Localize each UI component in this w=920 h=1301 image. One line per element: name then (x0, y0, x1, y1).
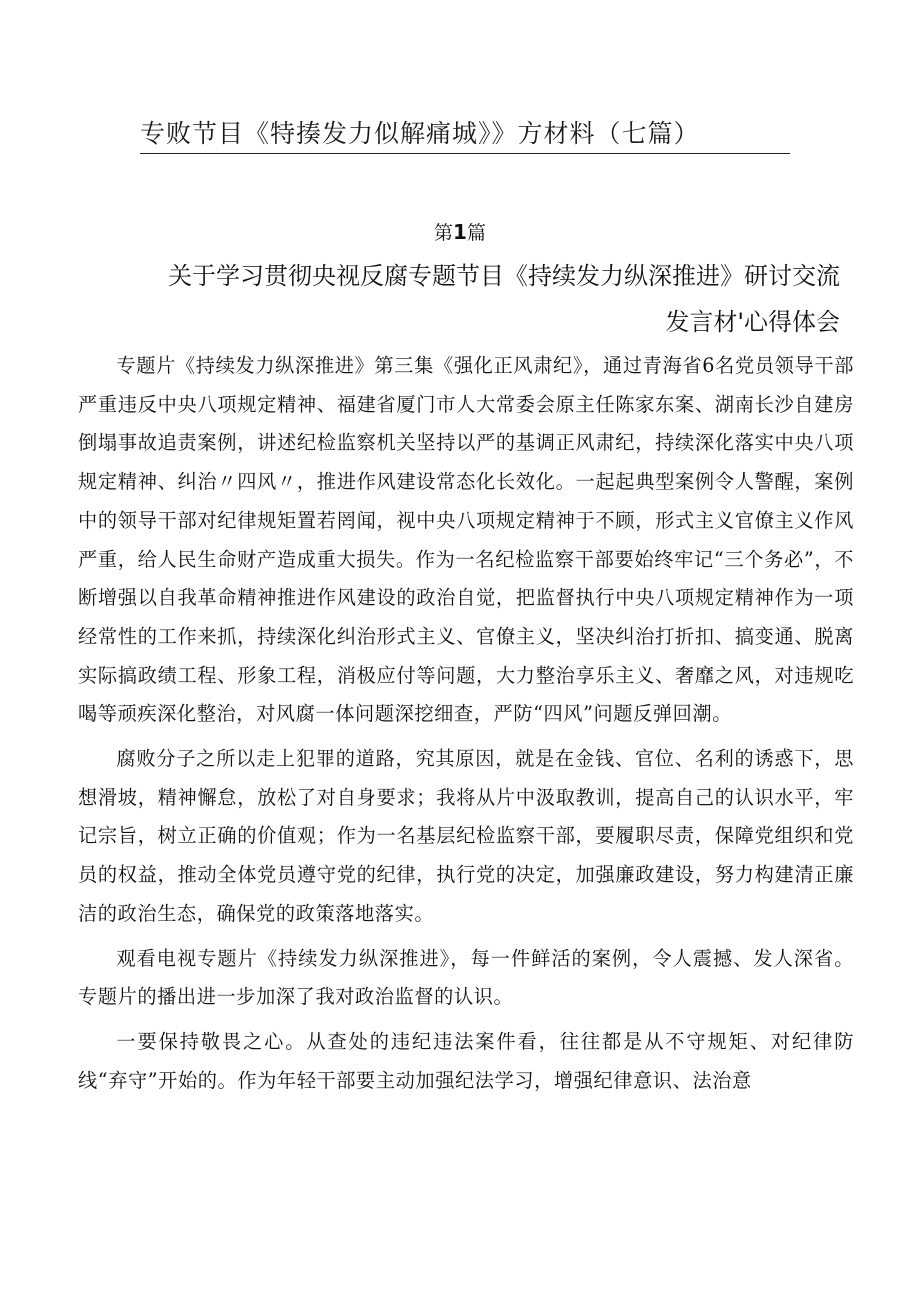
chapter-number: 1 (453, 220, 467, 244)
title-underline (140, 153, 790, 154)
paragraph-2: 腐败分子之所以走上犯罪的道路，究其原因，就是在金钱、官位、名利的诱惑下，思想滑坡，精神懈怠，放松了对自身要求；我将从片中汲取教训，提高自己的认识水平，牢记宗旨，树立正确的价值观；作为一名基层纪检监察干部，要履职尽责，保障党组织和党员的权益，推动全体党员遵守党的纪律，执行党的决定，加强廉政建设，努力构建清正廉洁的政治生态，确保党的政策落地落实。 (78, 747, 854, 925)
chapter-prefix: 第 (434, 222, 454, 244)
section-heading-line-2: 发言材'心得体会 (665, 308, 840, 336)
chapter-label (0, 218, 920, 247)
paragraph-4: 一要保持敬畏之心。从查处的违纪违法案件看，往往都是从不守规矩、对纪律防线“弃守”开始的。作为年轻干部要主动加强纪法学习，增强纪律意识、法治意 (78, 1029, 854, 1092)
document-title: 专败节目《特揍发力似解痛城》》方材料（七篇） (140, 119, 700, 148)
body-text (78, 347, 854, 1100)
chapter-suffix: 篇 (466, 222, 486, 244)
paragraph-1: 专题片《持续发力纵深推进》第三集《强化正风肃纪》，通过青海省6名党员领导干部严重违反中央八项规定精神、福建省厦门市人大常委会原主任陈家东案、湖南长沙自建房倒塌事故追责案例，讲述纪检监察机关坚持以严的基调正风肃纪，持续深化落实中央八项规定精神、纠治〃四风〃，推进作风建设常态化长效化。一起起典型案例令人警醒，案例中的领导干部对纪律规矩置若罔闻，视中央八项规定精神于不顾，形式主义官僚主义作风严重，给人民生命财产造成重大损失。作为一名纪检监察干部要始终牢记“三个务必”，不断增强以自我革命精神推进作风建设的政治自觉，把监督执行中央八项规定精神作为一项经常性的工作来抓，持续深化纠治形式主义、官僚主义，坚决纠治打折扣、搞变通、脱离实际搞政绩工程、形象工程，消极应付等问题，大力整治享乐主义、奢靡之风，对违规吃喝等顽疾深化整治，对风腐一体问题深挖细查，严防“四风”问题反弹回潮。 (78, 354, 854, 726)
paragraph-3: 观看电视专题片《持续发力纵深推进》，每一件鲜活的案例，令人震撼、发人深省。专题片的播出进一步加深了我对政治监督的认识。 (78, 946, 854, 1009)
section-heading-line-1: 关于学习贯彻央视反腐专题节目《持续发力纵深推进》研讨交流 (168, 262, 840, 290)
